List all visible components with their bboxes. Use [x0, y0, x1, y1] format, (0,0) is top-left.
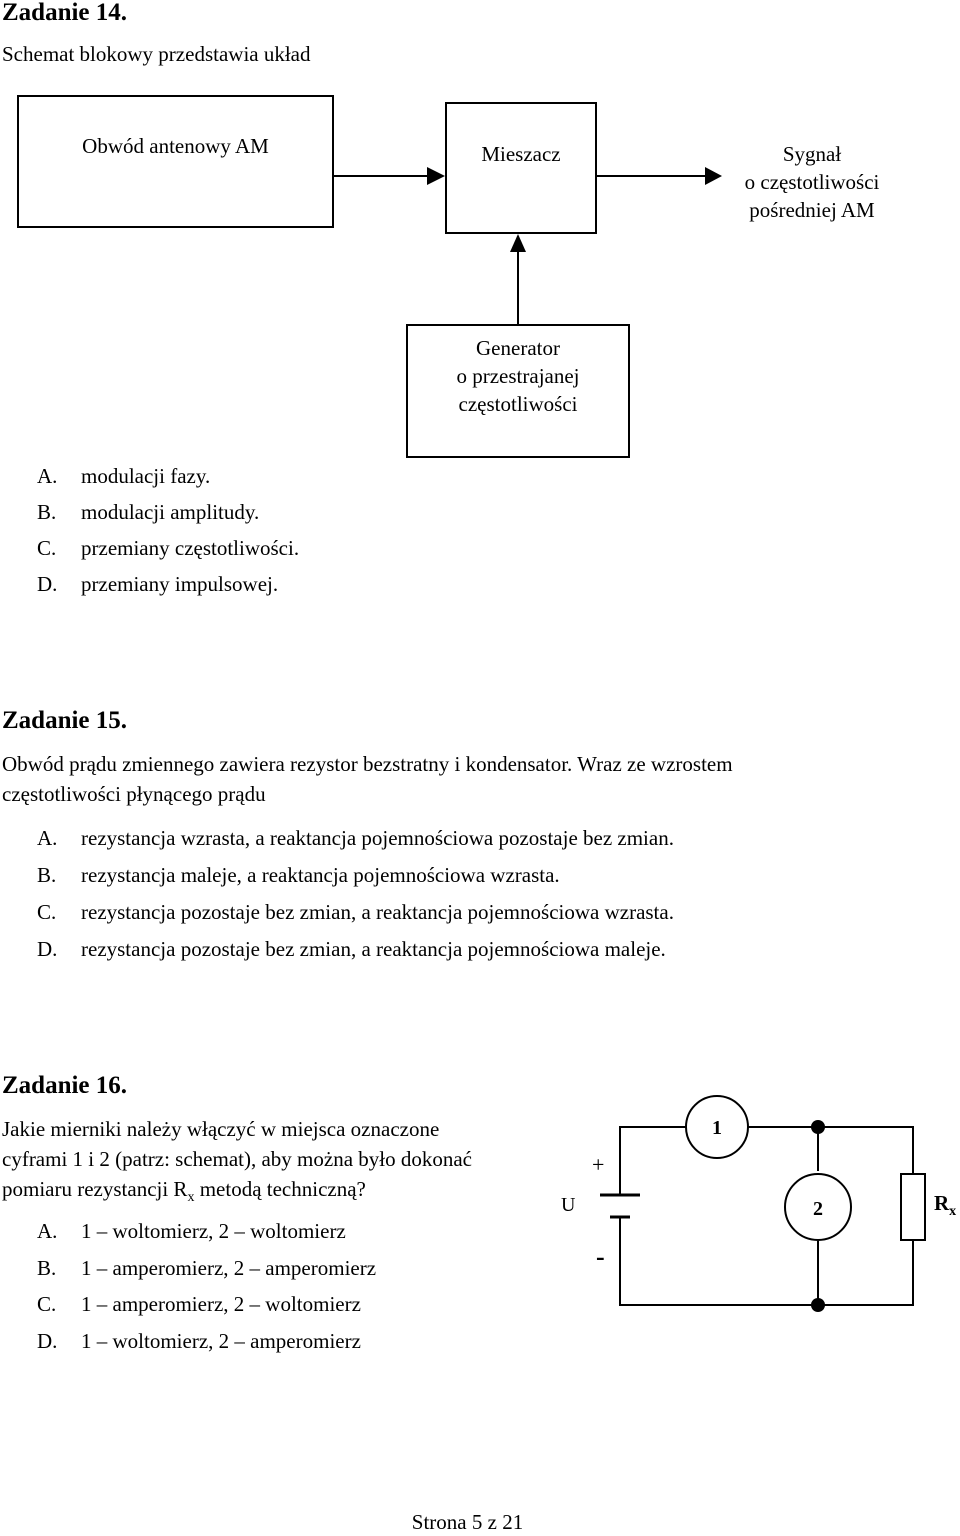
task16-question-line2: cyframi 1 i 2 (patrz: schemat), aby można było dokonać	[2, 1147, 472, 1171]
resistor-label: $R_x$	[934, 1191, 957, 1219]
plus-sign: +	[592, 1152, 605, 1177]
wire-top-left	[620, 1127, 686, 1195]
task15-option-c[interactable]: C. rezystancja pozostaje bez zmian, a reaktancja pojemnościowa wzrasta.	[37, 900, 674, 924]
task16-option-b[interactable]: B. 1 – amperomierz, 2 – amperomierz	[37, 1256, 377, 1280]
junction-bottom	[811, 1298, 825, 1312]
source-label-u: U	[561, 1194, 576, 1216]
task14-option-d[interactable]: D. przemiany impulsowej.	[37, 572, 279, 596]
task16-title: Zadanie 16.	[2, 1072, 128, 1099]
task15-question-line2: częstotliwości płynącego prądu	[2, 782, 266, 806]
resistor-rx	[901, 1174, 925, 1240]
task14-intro: Schemat blokowy przedstawia układ	[2, 42, 311, 66]
task15-option-d[interactable]: D. rezystancja pozostaje bez zmian, a reaktancja pojemnościowa maleje.	[37, 937, 666, 961]
task14-title: Zadanie 14.	[2, 0, 128, 26]
task14-option-c[interactable]: C. przemiany częstotliwości.	[37, 536, 300, 560]
task16-question-line1: Jakie mierniki należy włączyć w miejsca oznaczone	[2, 1117, 440, 1141]
minus-sign: -	[596, 1242, 605, 1271]
arrow-head-generator	[510, 234, 526, 252]
task14-option-b[interactable]: B. modulacji amplitudy.	[37, 500, 260, 524]
output-signal-label: Sygnał o częstotliwości pośredniej AM	[744, 142, 880, 222]
task15-option-b[interactable]: B. rezystancja maleje, a reaktancja pojemnościowa wzrasta.	[37, 863, 560, 887]
junction-top	[811, 1120, 825, 1134]
task16-option-c[interactable]: C. 1 – amperomierz, 2 – woltomierz	[37, 1292, 361, 1316]
task15-title: Zadanie 15.	[2, 707, 128, 734]
task15-question-line1: Obwód prądu zmiennego zawiera rezystor bezstratny i kondensator. Wraz ze wzrostem	[2, 752, 733, 776]
wire-top-right	[748, 1127, 913, 1174]
circuit-schematic	[550, 1090, 960, 1330]
meter-2-label: 2	[813, 1198, 823, 1220]
mixer-label: Mieszacz	[481, 142, 561, 166]
diagram-arrows	[0, 0, 960, 470]
generator-label: Generator o przestrajanej częstotliwości	[456, 336, 580, 416]
task16-option-d[interactable]: D. 1 – woltomierz, 2 – amperomierz	[37, 1329, 361, 1353]
meter-1-label: 1	[712, 1117, 722, 1139]
task15-option-a[interactable]: A. rezystancja wzrasta, a reaktancja pojemnościowa pozostaje bez zmian.	[37, 826, 674, 850]
antenna-circuit-label: Obwód antenowy AM	[82, 134, 269, 158]
page-footer: Strona 5 z 21	[411, 1510, 524, 1534]
task16-question-line3: pomiaru rezystancji $R_x$ metodą techniczną?	[2, 1177, 366, 1206]
arrow-head-output	[705, 167, 722, 185]
arrow-head-mixer-input	[427, 167, 445, 185]
task16-option-a[interactable]: A. 1 – woltomierz, 2 – woltomierz	[37, 1219, 346, 1243]
task14-option-a[interactable]: A. modulacji fazy.	[37, 464, 211, 488]
wire-bottom	[620, 1217, 913, 1305]
